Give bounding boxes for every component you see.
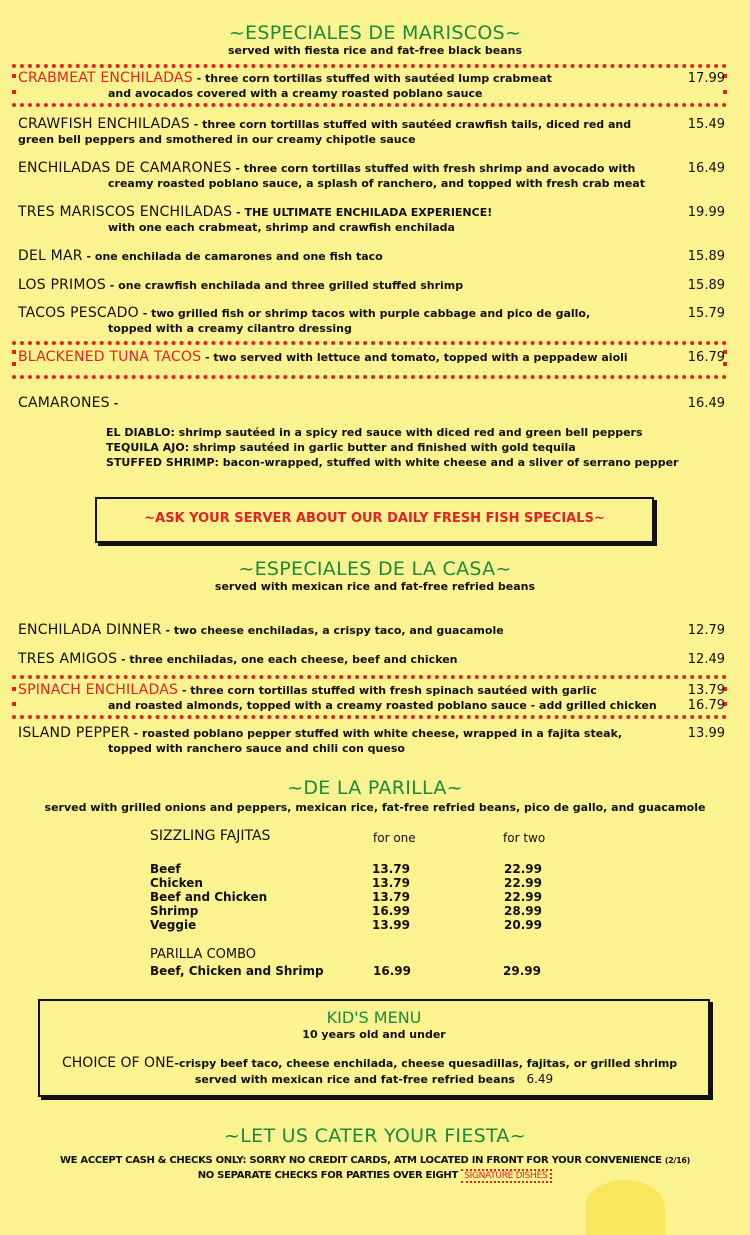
fajita-row xyxy=(150,918,570,932)
kids-price: 6.49 xyxy=(526,1072,554,1086)
item-desc: - one crawfish enchilada and three grilled stuffed shrimp xyxy=(105,279,464,292)
fajita-price-one: 13.99 xyxy=(372,918,410,932)
kids-menu-box xyxy=(38,999,710,1097)
combo-price-one: 16.99 xyxy=(373,964,411,978)
item-name: ISLAND PEPPER xyxy=(18,725,130,741)
combo-name: Beef, Chicken and Shrimp xyxy=(150,964,324,978)
camarones-option: EL DIABLO: shrimp sautéed in a spicy red sauce with diced red and green bell peppers xyxy=(106,426,643,439)
fajita-price-one: 16.99 xyxy=(372,904,410,918)
item-name: TRES AMIGOS xyxy=(18,651,118,667)
item-desc-cont: topped with a creamy cilantro dressing xyxy=(108,322,352,335)
item-name: TACOS PESCADO xyxy=(18,305,139,321)
item-desc: - xyxy=(109,397,119,410)
item-name: ENCHILADA DINNER xyxy=(18,622,162,638)
item-name: SPINACH ENCHILADAS xyxy=(18,682,179,698)
menu-item-island-pepper xyxy=(18,726,658,756)
fajita-price-two: 20.99 xyxy=(504,918,542,932)
item-desc: - three corn tortillas stuffed with sautéed crawfish tails, diced red and xyxy=(189,118,632,131)
paper-stain xyxy=(585,1180,665,1235)
signature-dishes-legend: SIGNATURE DISHES xyxy=(461,1169,552,1183)
item-name: CRAWFISH ENCHILADAS xyxy=(18,116,190,132)
signature-border-dot xyxy=(723,90,727,94)
camarones-options xyxy=(106,425,706,470)
item-price xyxy=(665,683,725,713)
item-desc: - THE ULTIMATE ENCHILADA EXPERIENCE! xyxy=(232,206,493,219)
signature-border-top xyxy=(12,64,727,68)
item-name: CRABMEAT ENCHILADAS xyxy=(18,70,193,86)
fajita-row xyxy=(150,862,570,876)
col-header-two: for two xyxy=(503,831,546,845)
fajita-price-two: 28.99 xyxy=(504,904,542,918)
item-name: LOS PRIMOS xyxy=(18,277,106,293)
menu-item-tacos-pescado xyxy=(18,306,658,336)
item-desc-cont: and roasted almonds, topped with a creamy roasted poblano sauce - add grilled chicken xyxy=(108,699,657,712)
fajita-row xyxy=(150,904,570,918)
kids-choice-label: CHOICE OF ONE xyxy=(62,1055,175,1071)
fajita-price-two: 22.99 xyxy=(504,862,542,876)
kids-subtitle: 10 years old and under xyxy=(302,1028,446,1041)
item-desc-cont: green bell peppers and smothered in our creamy chipotle sauce xyxy=(18,133,416,146)
item-desc-cont: creamy roasted poblano sauce, a splash of ranchero, and topped with fresh crab meat xyxy=(108,177,645,190)
signature-border-dot xyxy=(12,362,16,366)
item-desc: - three corn tortillas stuffed with fresh shrimp and avocado with xyxy=(231,162,636,175)
fajita-name: Shrimp xyxy=(150,904,199,918)
menu-item-crabmeat-enchiladas xyxy=(18,71,658,101)
menu-item-tres-mariscos xyxy=(18,205,658,235)
item-name: DEL MAR xyxy=(18,248,83,264)
cater-title: ~LET US CATER YOUR FIESTA~ xyxy=(224,1125,526,1147)
fish-specials-text: ~ASK YOUR SERVER ABOUT OUR DAILY FRESH FISH SPECIALS~ xyxy=(144,511,605,526)
item-price: 15.79 xyxy=(687,306,725,321)
item-name: TRES MARISCOS ENCHILADAS xyxy=(18,204,233,220)
fajita-price-one: 13.79 xyxy=(372,876,410,890)
item-desc: - one enchilada de camarones and one fish taco xyxy=(82,250,383,263)
menu-item-enchilada-dinner xyxy=(18,623,658,638)
menu-item-blackened-tuna-tacos xyxy=(18,350,658,365)
item-desc-cont: and avocados covered with a creamy roasted poblano sauce xyxy=(108,87,483,100)
item-desc: - three corn tortillas stuffed with fresh spinach sautéed with garlic xyxy=(178,684,597,697)
kids-choice-line xyxy=(62,1055,700,1071)
menu-item-crawfish-enchiladas xyxy=(18,117,658,147)
signature-border-top xyxy=(12,675,727,679)
mariscos-title: ~ESPECIALES DE MARISCOS~ xyxy=(228,22,522,44)
fajitas-title: SIZZLING FAJITAS xyxy=(150,828,271,844)
parilla-title: ~DE LA PARILLA~ xyxy=(287,777,463,799)
fajita-price-one: 13.79 xyxy=(372,890,410,904)
fajita-price-two: 22.99 xyxy=(504,890,542,904)
menu-item-enchiladas-de-camarones xyxy=(18,161,658,191)
signature-border-top xyxy=(12,341,727,345)
item-desc-cont: topped with ranchero sauce and chili con queso xyxy=(108,742,405,755)
item-price: 15.89 xyxy=(687,249,725,264)
cater-checks-note: NO SEPARATE CHECKS FOR PARTIES OVER EIGHT xyxy=(197,1170,458,1181)
kids-choice-desc2: served with mexican rice and fat-free refried beans xyxy=(194,1073,515,1086)
casa-title: ~ESPECIALES DE LA CASA~ xyxy=(238,558,512,580)
kids-choice-line2 xyxy=(40,1072,708,1086)
fajita-name: Veggie xyxy=(150,918,197,932)
col-header-one: for one xyxy=(373,831,416,845)
signature-border-dot xyxy=(12,350,16,354)
casa-subtitle: served with mexican rice and fat-free refried beans xyxy=(214,580,536,593)
item-price: 16.49 xyxy=(687,161,725,176)
signature-border-bottom xyxy=(12,375,727,379)
cater-date: (2/16) xyxy=(664,1156,691,1165)
camarones-option: STUFFED SHRIMP: bacon-wrapped, stuffed with white cheese and a sliver of serrano pepper xyxy=(106,456,679,469)
item-desc: - two grilled fish or shrimp tacos with purple cabbage and pico de gallo, xyxy=(138,307,591,320)
item-price: 15.49 xyxy=(687,117,725,132)
item-price: 12.49 xyxy=(687,652,725,667)
signature-border-dot xyxy=(12,90,16,94)
item-desc: - roasted poblano pepper stuffed with white cheese, wrapped in a fajita steak, xyxy=(129,727,623,740)
signature-border-dot xyxy=(12,687,16,691)
item-desc: - two cheese enchiladas, a crispy taco, and guacamole xyxy=(161,624,504,637)
combo-title: PARILLA COMBO xyxy=(150,947,257,962)
fajita-price-one: 13.79 xyxy=(372,862,410,876)
item-name: ENCHILADAS DE CAMARONES xyxy=(18,160,232,176)
item-desc: - three enchiladas, one each cheese, beef and chicken xyxy=(117,653,458,666)
item-price: 15.89 xyxy=(687,278,725,293)
item-price: 19.99 xyxy=(687,205,725,220)
fajita-row xyxy=(150,876,570,890)
item-desc: - two served with lettuce and tomato, topped with a peppadew aioli xyxy=(201,351,628,364)
item-desc-cont: with one each crabmeat, shrimp and crawfish enchilada xyxy=(108,221,455,234)
kids-choice-desc: -crispy beef taco, cheese enchilada, cheese quesadillas, fajitas, or grilled shrimp xyxy=(174,1057,678,1070)
item-name: CAMARONES xyxy=(18,395,110,411)
fajitas-table xyxy=(150,862,570,932)
fajita-name: Beef xyxy=(150,862,181,876)
menu-item-tres-amigos xyxy=(18,652,658,667)
menu-item-del-mar xyxy=(18,249,658,264)
menu-item-los-primos xyxy=(18,278,658,293)
item-price: 13.99 xyxy=(687,726,725,741)
item-price: 17.99 xyxy=(687,71,725,86)
fajita-price-two: 22.99 xyxy=(504,876,542,890)
camarones-option: TEQUILA AJO: shrimp sautéed in garlic butter and finished with gold tequila xyxy=(106,441,576,454)
combo-price-two: 29.99 xyxy=(503,964,541,978)
fish-specials-box xyxy=(95,497,654,543)
cater-line2 xyxy=(0,1170,750,1181)
fajita-name: Beef and Chicken xyxy=(150,890,268,904)
item-desc: - three corn tortillas stuffed with sautéed lump crabmeat xyxy=(192,72,552,85)
item-price-base: 13.79 xyxy=(687,683,725,698)
fajita-name: Chicken xyxy=(150,876,203,890)
fajita-row xyxy=(150,890,570,904)
kids-title: KID'S MENU xyxy=(326,1008,422,1027)
item-price: 12.79 xyxy=(687,623,725,638)
menu-item-camarones xyxy=(18,396,658,411)
mariscos-subtitle: served with fiesta rice and fat-free black beans xyxy=(227,44,523,57)
item-price: 16.79 xyxy=(687,350,725,365)
signature-border-dot xyxy=(12,74,16,78)
item-name: BLACKENED TUNA TACOS xyxy=(18,349,202,365)
menu-item-spinach-enchiladas xyxy=(18,683,658,713)
signature-border-dot xyxy=(12,702,16,706)
item-price-with-chicken: 16.79 xyxy=(687,698,725,713)
item-price: 16.49 xyxy=(687,396,725,411)
cater-line1 xyxy=(0,1155,750,1166)
signature-border-bottom xyxy=(12,103,727,107)
signature-border-bottom xyxy=(12,715,727,719)
cater-payment-note: WE ACCEPT CASH & CHECKS ONLY: SORRY NO CREDIT CARDS, ATM LOCATED IN FRONT FOR YOUR CONVENIENCE xyxy=(59,1155,662,1166)
parilla-subtitle: served with grilled onions and peppers, mexican rice, fat-free refried beans, pico de gallo, and guacamole xyxy=(44,801,706,814)
